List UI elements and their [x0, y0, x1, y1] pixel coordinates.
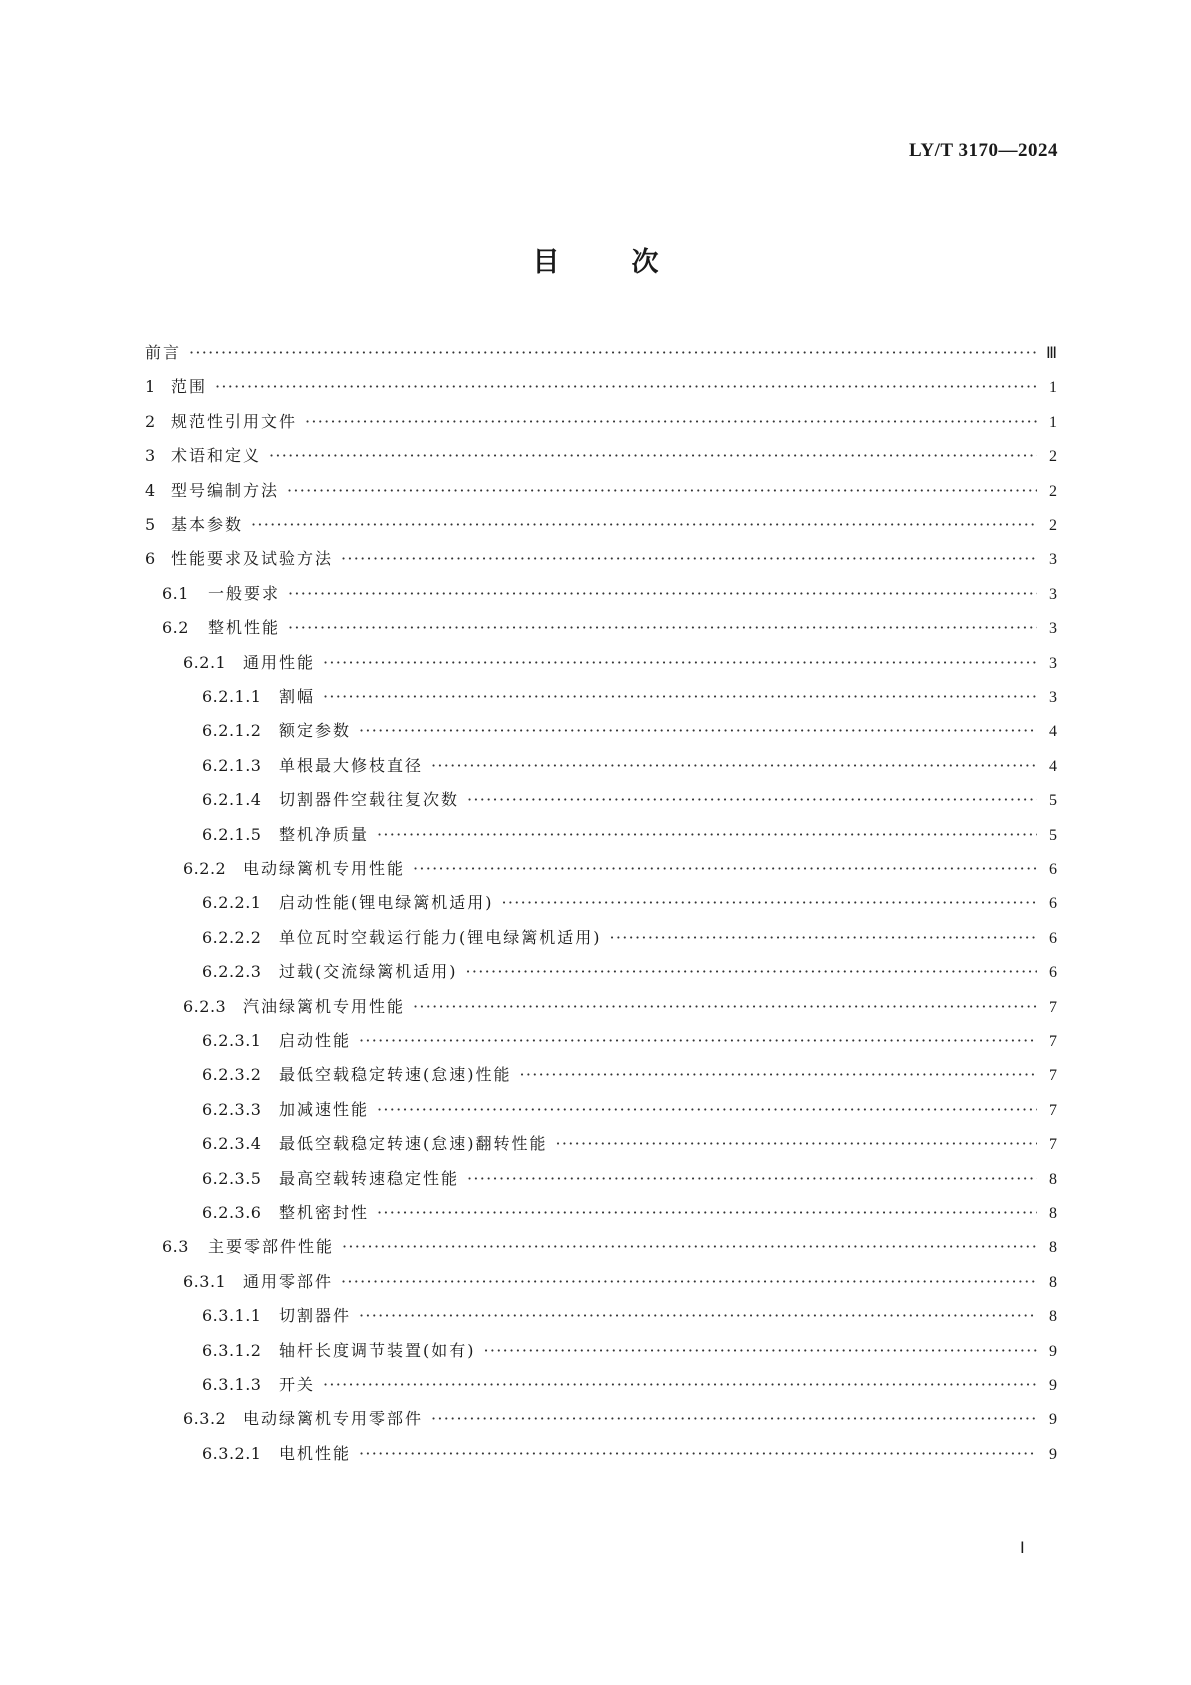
toc-entry-number: 6.2.3.1 — [202, 1031, 262, 1050]
toc-leader-dots — [413, 856, 1037, 882]
toc-leader-dots — [323, 684, 1037, 710]
toc-leader-dots — [341, 546, 1037, 572]
toc-entry-number: 1 — [145, 377, 156, 397]
toc-title — [0, 240, 1191, 280]
toc-entry-page: 2 — [1049, 517, 1057, 534]
toc-entry-page: 3 — [1049, 620, 1057, 638]
toc-entry-label: 电动绿篱机专用性能 — [243, 859, 406, 878]
toc-entry-number: 3 — [145, 446, 156, 466]
toc-leader-dots — [466, 959, 1038, 985]
toc-entry-number: 4 — [145, 480, 156, 500]
toc-entry-number: 6.2.2 — [183, 859, 227, 878]
toc-entry-number: 6.1 — [162, 583, 189, 603]
toc-entry-number: 6.3.2.1 — [202, 1443, 262, 1463]
toc-entry-number: 6.3.1.3 — [202, 1375, 262, 1394]
toc-entry[interactable] — [145, 581, 1057, 607]
toc-entry[interactable] — [145, 856, 1057, 882]
toc-title-char: 目 — [532, 247, 560, 278]
toc-entry-label: 一般要求 — [208, 583, 281, 603]
toc-entry-label: 割幅 — [279, 687, 316, 706]
toc-entry-label: 术语和定义 — [171, 446, 262, 466]
toc-entry[interactable] — [145, 1028, 1057, 1054]
toc-entry-number: 6.3.1 — [183, 1271, 227, 1291]
toc-entry-number: 6.2.1.3 — [202, 755, 262, 775]
toc-entry[interactable] — [145, 890, 1057, 916]
toc-entry-page: 8 — [1049, 1170, 1057, 1188]
toc-entry[interactable] — [145, 1303, 1057, 1329]
toc-entry[interactable] — [145, 718, 1057, 744]
toc-leader-dots — [520, 1062, 1038, 1088]
toc-leader-dots — [288, 581, 1037, 607]
toc-entry-label: 范围 — [171, 377, 208, 397]
toc-entry[interactable] — [145, 409, 1057, 435]
toc-leader-dots — [359, 718, 1037, 744]
toc-leader-dots — [341, 1269, 1037, 1295]
toc-entry[interactable] — [145, 1200, 1057, 1226]
toc-entry-label: 汽油绿篱机专用性能 — [243, 996, 406, 1016]
toc-entry-page: 4 — [1049, 757, 1057, 775]
toc-leader-dots — [467, 787, 1037, 813]
toc-leader-dots — [413, 994, 1037, 1020]
toc-leader-dots — [269, 443, 1037, 469]
toc-entry-label: 规范性引用文件 — [171, 411, 298, 431]
toc-entry-label: 整机密封性 — [279, 1203, 370, 1222]
toc-entry-page: 5 — [1049, 826, 1057, 844]
toc-entry[interactable] — [145, 1406, 1057, 1432]
toc-entry-page: 7 — [1049, 1101, 1057, 1119]
toc-entry-number: 6.2.1.5 — [202, 824, 262, 844]
toc-leader-dots — [251, 512, 1037, 538]
toc-entry-page: 8 — [1049, 1308, 1057, 1326]
toc-leader-dots — [189, 340, 1037, 366]
toc-entry-number: 6.3.1.1 — [202, 1306, 262, 1326]
toc-entry-number: 6.3.2 — [183, 1409, 227, 1429]
toc-entry-page: 7 — [1049, 1136, 1057, 1154]
toc-entry[interactable] — [145, 615, 1057, 641]
toc-entry-label: 切割器件 — [279, 1306, 352, 1326]
toc-entry-number: 6.2.1.2 — [202, 721, 262, 741]
toc-entry-page: 7 — [1049, 1033, 1057, 1050]
toc-entry-page: 9 — [1049, 1445, 1057, 1463]
toc-entry-label: 型号编制方法 — [171, 480, 280, 500]
toc-entry[interactable] — [145, 443, 1057, 469]
toc-entry[interactable] — [145, 822, 1057, 848]
toc-entry-number: 6.2.3.3 — [202, 1099, 262, 1119]
toc-leader-dots — [305, 409, 1037, 435]
toc-entry-number: 6.2.1 — [183, 652, 227, 672]
toc-leader-dots — [431, 753, 1037, 779]
toc-leader-dots — [342, 1234, 1037, 1260]
toc-leader-dots — [502, 890, 1038, 916]
toc-entry-page: 9 — [1049, 1411, 1057, 1429]
toc-entry[interactable] — [145, 340, 1057, 366]
toc-entry-label: 前言 — [145, 343, 182, 362]
toc-entry[interactable] — [145, 753, 1057, 779]
toc-leader-dots — [377, 822, 1037, 848]
toc-title-char: 次 — [631, 247, 659, 278]
toc-entry[interactable] — [145, 478, 1057, 504]
toc-entry[interactable] — [145, 1338, 1057, 1364]
toc-entry-page: 3 — [1049, 654, 1057, 672]
toc-leader-dots — [215, 374, 1037, 400]
toc-entry-number: 5 — [145, 515, 156, 534]
toc-entry-number: 6.2.2.2 — [202, 927, 262, 947]
toc-entry-page: 7 — [1049, 1067, 1057, 1085]
toc-leader-dots — [377, 1200, 1037, 1226]
toc-entry-label: 电机性能 — [279, 1443, 352, 1463]
toc-entry-number: 6.2.3 — [183, 996, 227, 1016]
toc-entry-number: 6.2.3.2 — [202, 1065, 262, 1085]
toc-entry-label: 电动绿篱机专用零部件 — [243, 1409, 424, 1429]
toc-entry-number: 6.2 — [162, 618, 189, 638]
toc-entry-label: 通用零部件 — [243, 1271, 334, 1291]
toc-entry[interactable] — [145, 512, 1057, 538]
toc-leader-dots — [323, 1372, 1037, 1398]
toc-entry-page: Ⅲ — [1045, 345, 1057, 362]
toc-entry-label: 单根最大修枝直径 — [279, 755, 424, 775]
toc-entry-page: 8 — [1049, 1239, 1057, 1257]
toc-leader-dots — [610, 925, 1038, 951]
toc-entry-page: 3 — [1049, 585, 1057, 603]
toc-entry[interactable] — [145, 650, 1057, 676]
toc-entry-number: 6.2.1.4 — [202, 790, 262, 810]
toc-entry[interactable] — [145, 1062, 1057, 1088]
toc-leader-dots — [431, 1406, 1037, 1432]
toc-entry-number: 2 — [145, 411, 156, 431]
toc-entry[interactable] — [145, 787, 1057, 813]
toc-entry-label: 启动性能(锂电绿篱机适用) — [279, 893, 494, 913]
toc-entry-label: 通用性能 — [243, 652, 316, 672]
toc-leader-dots — [288, 615, 1037, 641]
toc-entry[interactable] — [145, 1234, 1057, 1260]
toc-entry-page: 3 — [1049, 551, 1057, 569]
toc-entry-page: 4 — [1049, 723, 1057, 741]
toc-entry-number: 6.3 — [162, 1237, 189, 1257]
toc-entry-page: 6 — [1049, 895, 1057, 913]
toc-entry-page: 6 — [1049, 964, 1057, 982]
page-number: Ⅰ — [1020, 1540, 1025, 1557]
toc-leader-dots — [359, 1303, 1037, 1329]
toc-entry-label: 性能要求及试验方法 — [171, 549, 334, 569]
toc-entry-label: 启动性能 — [279, 1031, 352, 1050]
toc-entry[interactable] — [145, 1269, 1057, 1295]
toc-entry-number: 6.2.3.4 — [202, 1134, 262, 1154]
toc-leader-dots — [287, 478, 1037, 504]
toc-entry-page: 7 — [1049, 998, 1057, 1016]
toc-entry-number: 6.2.2.3 — [202, 962, 262, 982]
toc-leader-dots — [556, 1131, 1038, 1157]
toc-entry-label: 最低空载稳定转速(怠速)翻转性能 — [279, 1134, 548, 1154]
toc-entry-page: 5 — [1049, 792, 1057, 810]
toc-entry[interactable] — [145, 994, 1057, 1020]
toc-entry-page: 8 — [1049, 1205, 1057, 1222]
toc-entry-page: 1 — [1049, 379, 1057, 397]
toc-entry-page: 3 — [1049, 689, 1057, 706]
toc-leader-dots — [323, 650, 1037, 676]
toc-leader-dots — [377, 1097, 1037, 1123]
toc-entry-page: 2 — [1049, 448, 1057, 466]
toc-entry-number: 6.2.3.5 — [202, 1168, 262, 1188]
toc-entry-label: 切割器件空载往复次数 — [279, 790, 460, 810]
toc-entry[interactable] — [145, 925, 1057, 951]
toc-entry-label: 整机净质量 — [279, 824, 370, 844]
toc-entry[interactable] — [145, 1097, 1057, 1123]
toc-leader-dots — [359, 1441, 1037, 1467]
toc-entry-page: 8 — [1049, 1273, 1057, 1291]
toc-entry-label: 额定参数 — [279, 721, 352, 741]
toc-entry-page: 6 — [1049, 929, 1057, 947]
toc-entry-page: 9 — [1049, 1342, 1057, 1360]
toc-leader-dots — [484, 1338, 1038, 1364]
toc-entry-label: 最高空载转速稳定性能 — [279, 1168, 460, 1188]
toc-entry-page: 2 — [1049, 482, 1057, 500]
toc-entry-label: 开关 — [279, 1375, 316, 1394]
toc-entry-page: 6 — [1049, 861, 1057, 878]
toc-entry[interactable] — [145, 1372, 1057, 1398]
toc-entry[interactable] — [145, 959, 1057, 985]
toc-entry-number: 6.2.1.1 — [202, 687, 262, 706]
standard-code: LY/T 3170—2024 — [908, 140, 1058, 161]
toc-entry-number: 6.2.3.6 — [202, 1203, 262, 1222]
toc-entry-number: 6 — [145, 549, 156, 569]
toc-leader-dots — [467, 1166, 1037, 1192]
toc-entry-label: 主要零部件性能 — [208, 1237, 335, 1257]
toc-leader-dots — [359, 1028, 1037, 1054]
toc-entry-number: 6.2.2.1 — [202, 893, 262, 913]
toc-entry-number: 6.3.1.2 — [202, 1340, 262, 1360]
toc-entry-label: 轴杆长度调节装置(如有) — [279, 1340, 476, 1360]
toc-entry-label: 加减速性能 — [279, 1099, 370, 1119]
toc-entry-page: 9 — [1049, 1377, 1057, 1394]
toc-entry[interactable] — [145, 1441, 1057, 1467]
toc-entry-page: 1 — [1049, 413, 1057, 431]
toc-entry-label: 基本参数 — [171, 515, 244, 534]
toc-entry-label: 整机性能 — [208, 618, 281, 638]
toc-entry[interactable] — [145, 1166, 1057, 1192]
toc-entry[interactable] — [145, 546, 1057, 572]
toc-entry-label: 过载(交流绿篱机适用) — [279, 962, 458, 982]
toc-entry-label: 最低空载稳定转速(怠速)性能 — [279, 1065, 512, 1085]
toc-entry-label: 单位瓦时空载运行能力(锂电绿篱机适用) — [279, 927, 602, 947]
toc-entry[interactable] — [145, 1131, 1057, 1157]
toc-entry[interactable] — [145, 684, 1057, 710]
toc-entry[interactable] — [145, 374, 1057, 400]
